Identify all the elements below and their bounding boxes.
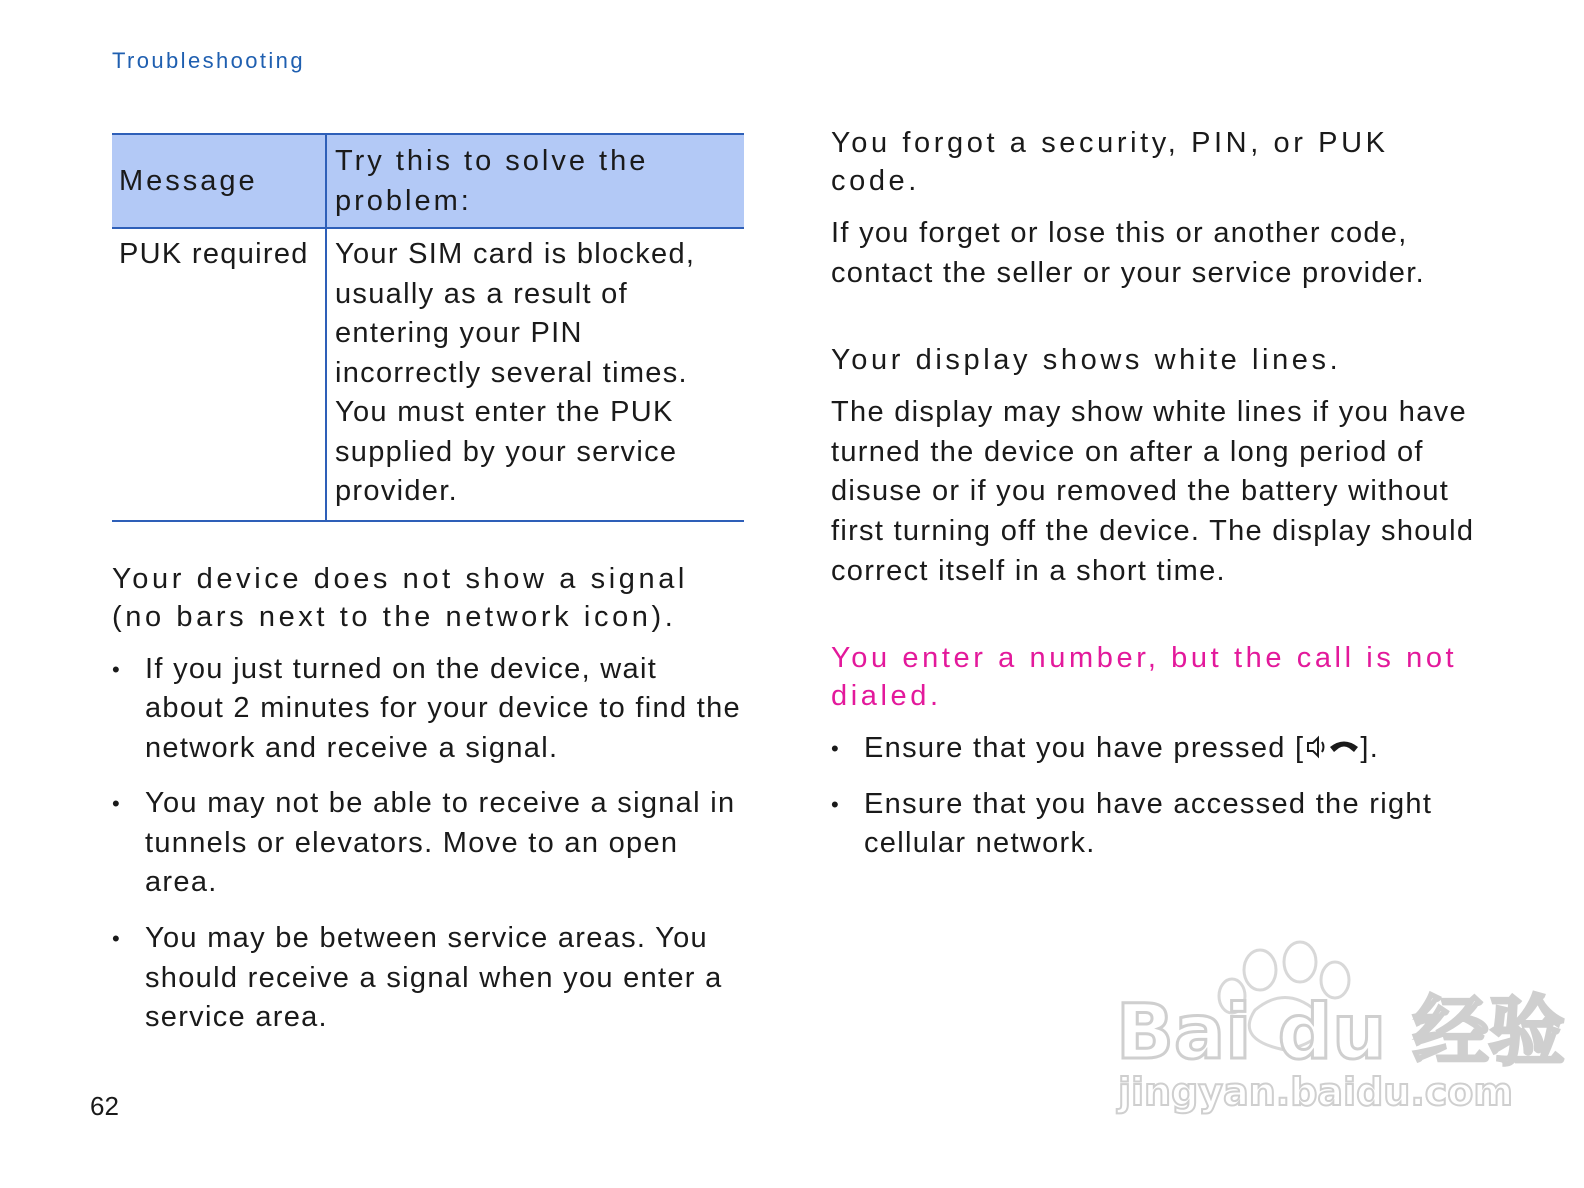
- column-header-solution: Try this to solve the problem:: [326, 134, 744, 228]
- list-item-text: You may be between service areas. You should receive a signal when you enter a service area.: [145, 922, 723, 1034]
- bullet-icon: •: [831, 736, 841, 762]
- bullet-icon: •: [112, 791, 122, 817]
- page-number: 62: [90, 1091, 119, 1121]
- list-item-text: Ensure that you have accessed the right cellular network.: [864, 787, 1433, 860]
- no-signal-heading: Your device does not show a signal (no bars next to the network icon).: [112, 562, 688, 633]
- list-item: [112, 919, 744, 1038]
- list-item: [112, 784, 744, 903]
- troubleshooting-table: [112, 133, 744, 522]
- talk-key-icon: [1304, 734, 1360, 760]
- left-column: [112, 133, 744, 1038]
- column-header-message: Message: [112, 134, 326, 228]
- bullet-icon: •: [831, 791, 841, 817]
- table-header-row: [112, 134, 744, 228]
- call-not-dialed-bullet-list: [831, 729, 1481, 864]
- list-item-text-after: ].: [1360, 732, 1380, 765]
- baidu-jingyan-watermark: [1110, 940, 1565, 1120]
- bullet-icon: •: [112, 656, 122, 682]
- table-cell-solution: Your SIM card is blocked, usually as a result of entering your PIN incorrectly several times. You must enter the PUK supplied by your service provider.: [326, 228, 744, 521]
- list-item-text: You may not be able to receive a signal in tunnels or elevators. Move to an open area.: [145, 787, 736, 899]
- list-item-text-before: Ensure that you have pressed [: [864, 732, 1305, 765]
- right-column: [831, 124, 1481, 864]
- table-cell-message: PUK required: [112, 228, 326, 521]
- table-row: [112, 228, 744, 521]
- no-signal-bullet-list: [112, 650, 744, 1038]
- list-item-text: If you just turned on the device, wait about 2 minutes for your device to find the network and receive a signal.: [145, 652, 741, 764]
- white-lines-text: The display may show white lines if you have turned the device on after a long period of disuse or if you removed the battery without first turning off the device. The display should correct itself in a short time.: [831, 396, 1475, 587]
- call-not-dialed-heading: You enter a number, but the call is not dialed.: [831, 642, 1458, 713]
- forgot-code-heading: You forgot a security, PIN, or PUK code.: [831, 127, 1389, 197]
- bullet-icon: •: [112, 926, 122, 952]
- forgot-code-text: If you forget or lose this or another code, contact the seller or your service provider.: [831, 217, 1425, 289]
- svg-text:jingyan.baidu.com: jingyan.baidu.com: [1118, 1070, 1513, 1114]
- list-item: [831, 729, 1481, 769]
- list-item: [112, 650, 744, 769]
- svg-text:Bai du 经验: Bai du 经验: [1116, 987, 1565, 1076]
- list-item: [831, 785, 1481, 864]
- white-lines-heading: Your display shows white lines.: [831, 344, 1342, 377]
- section-label: Troubleshooting: [112, 48, 305, 73]
